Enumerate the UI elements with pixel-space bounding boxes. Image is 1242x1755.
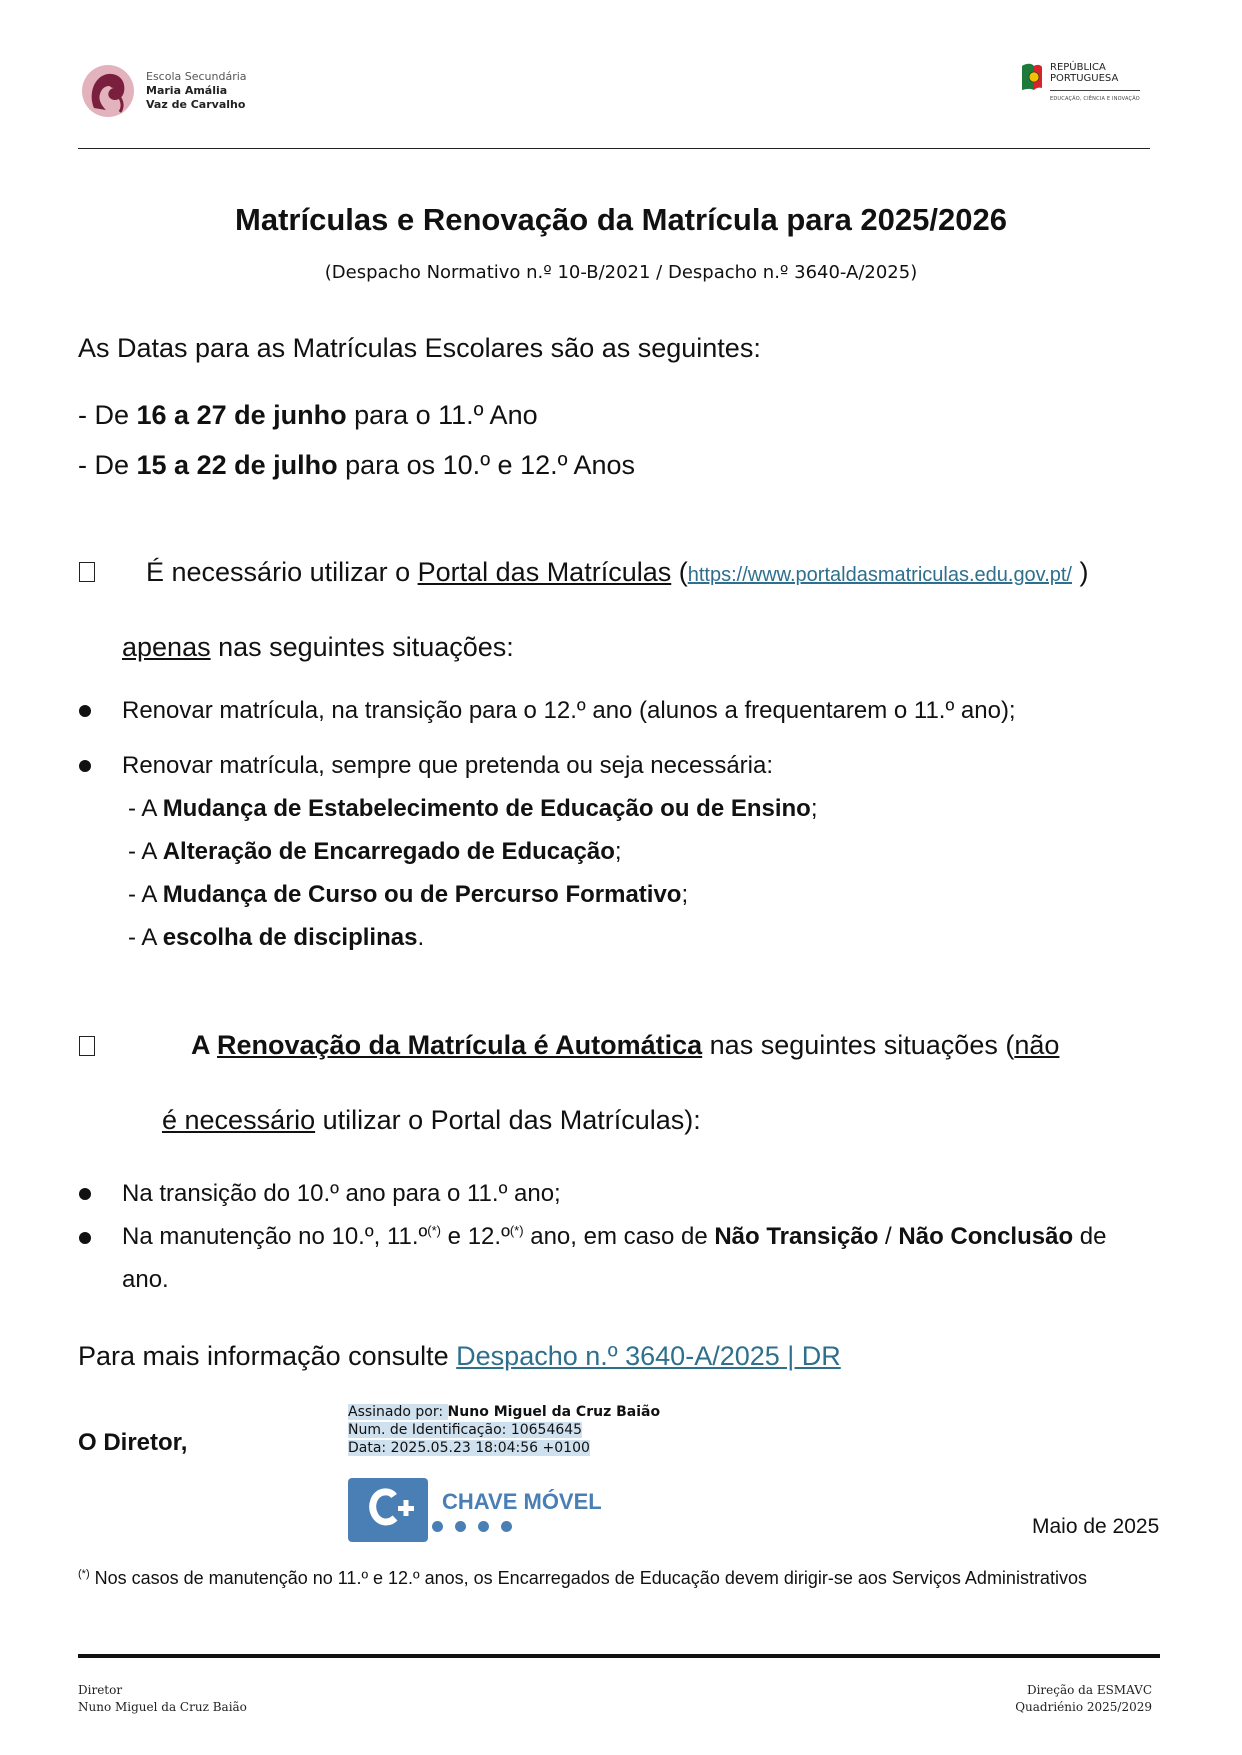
subitem-4-prefix: - A (128, 924, 163, 951)
portal-link-text[interactable]: Portal das Matrículas (417, 557, 672, 587)
bullet2-part-b: e 12.º (441, 1223, 510, 1250)
section1-subitem-3 (128, 880, 688, 910)
date-line-1 (78, 399, 538, 431)
more-info (78, 1340, 841, 1372)
chave-movel-dots (432, 1521, 602, 1532)
bullet2-nao-conclusao: Não Conclusão (898, 1223, 1074, 1250)
section1-subitem-1 (128, 794, 818, 824)
section2-bullet1: Na transição do 10.º ano para o 11.º ano; (122, 1180, 561, 1207)
republica-line1: REPÚBLICA (1050, 62, 1106, 73)
bullet2-nao-transicao: Não Transição (714, 1223, 879, 1250)
school-name-line3: Vaz de Carvalho (146, 98, 246, 111)
header-divider (78, 148, 1150, 149)
school-name-line2: Maria Amália (146, 84, 228, 97)
subitem-4-bold: escolha de disciplinas (162, 924, 418, 951)
subitem-2-bold: Alteração de Encarregado de Educação (162, 838, 615, 865)
section1-line2 (122, 631, 514, 663)
republica-logo (1020, 62, 1140, 105)
section2-line2 (162, 1104, 701, 1136)
section2-pre: A (191, 1030, 217, 1060)
subitem-1-prefix: - A (128, 795, 163, 822)
footnote (78, 1568, 1087, 1589)
checkbox-symbol-icon (79, 562, 95, 582)
footer-left (78, 1682, 247, 1716)
footer-right-line1: Direção da ESMAVC (1026, 1683, 1152, 1697)
date-1-prefix: - De (78, 400, 137, 430)
subitem-2-suffix: ; (614, 838, 622, 865)
bullet2-sep: / (878, 1223, 899, 1250)
section1-pre: É necessário utilizar o (146, 557, 418, 587)
more-info-text: Para mais informação consulte (78, 1341, 457, 1371)
subitem-3-suffix: ; (681, 881, 689, 908)
date-2-suffix: para os 10.º e 12.º Anos (337, 450, 636, 480)
signed-by-label: Assinado por: (348, 1404, 448, 1420)
bullet-icon (79, 1232, 91, 1244)
section1-subitem-2 (128, 837, 622, 867)
footer-divider (78, 1654, 1160, 1658)
section2-line1 (191, 1029, 1059, 1061)
signed-by-name: Nuno Miguel da Cruz Baião (447, 1404, 661, 1420)
republica-line2: PORTUGUESA (1050, 73, 1119, 84)
dates-intro: As Datas para as Matrículas Escolares são as seguintes: (78, 333, 761, 363)
footnote-mark: (*) (78, 1568, 90, 1580)
signature-id-line: Num. de Identificação: 10654645 (348, 1422, 583, 1438)
section2-rest: utilizar o Portal das Matrículas): (315, 1105, 701, 1135)
date-2-range: 15 a 22 de julho (136, 450, 338, 480)
footer-left-line2: Nuno Miguel da Cruz Baião (78, 1700, 247, 1714)
digital-signature (348, 1403, 660, 1457)
republica-subline: EDUCAÇÃO, CIÊNCIA E INOVAÇÃO (1050, 90, 1140, 105)
school-name-line1: Escola Secundária (146, 70, 247, 83)
section1-bullet2: Renovar matrícula, sempre que pretenda ou seja necessária: (122, 752, 774, 779)
footnote-ref-2: (*) (509, 1223, 524, 1238)
document-subtitle: (Despacho Normativo n.º 10-B/2021 / Despacho n.º 3640-A/2025) (324, 262, 918, 283)
bullet2-part-c: ano, em caso de (523, 1223, 715, 1250)
footer-right-line2: Quadriénio 2025/2029 (1015, 1700, 1152, 1714)
bullet-icon (79, 760, 91, 772)
bullet2-part-a: Na manutenção no 10.º, 11.º (122, 1223, 428, 1250)
footnote-text: Nos casos de manutenção no 11.º e 12.º anos, os Encarregados de Educação devem dirigir-se aos Serviços Administrativos (89, 1568, 1087, 1588)
subitem-4-suffix: . (417, 924, 425, 951)
bullet-icon (79, 705, 91, 717)
bullet-icon (79, 1188, 91, 1200)
section2-mid: nas seguintes situações ( (702, 1030, 1015, 1060)
subitem-3-bold: Mudança de Curso ou de Percurso Formativo (162, 881, 682, 908)
section1-close: ) (1072, 557, 1089, 587)
chave-movel-text: CHAVE MÓVEL (442, 1488, 602, 1514)
portugal-flag-icon (1020, 62, 1044, 92)
portal-url-link[interactable]: https://www.portaldasmatriculas.edu.gov.pt/ (687, 564, 1072, 586)
subitem-1-suffix: ; (810, 795, 818, 822)
school-logo (80, 64, 247, 118)
section2-bullet2 (122, 1222, 1106, 1252)
date-1-range: 16 a 27 de junho (136, 400, 347, 430)
section1-open: ( (671, 557, 688, 587)
subitem-2-prefix: - A (128, 838, 163, 865)
footer-right (1015, 1682, 1152, 1716)
section2-automatic: Renovação da Matrícula é Automática (217, 1030, 703, 1060)
despacho-link[interactable]: Despacho n.º 3640-A/2025 | DR (456, 1341, 841, 1371)
section1-apenas: apenas (122, 632, 211, 662)
school-emblem-icon (80, 64, 138, 118)
date-2-prefix: - De (78, 450, 137, 480)
section1-subitem-4 (128, 923, 424, 953)
section2-nao: não (1014, 1030, 1060, 1060)
section2-necessario: é necessário (162, 1105, 316, 1135)
section1-line1 (146, 556, 1089, 591)
chave-movel-logo (348, 1478, 602, 1542)
footnote-ref-1: (*) (427, 1223, 442, 1238)
signature-date-line: Data: 2025.05.23 18:04:56 +0100 (348, 1440, 590, 1456)
subitem-1-bold: Mudança de Estabelecimento de Educação ou de Ensino (162, 795, 811, 822)
chave-movel-icon (348, 1478, 428, 1542)
checkbox-symbol-icon (79, 1036, 95, 1056)
date-line-2 (78, 449, 635, 481)
footer-left-line1: Diretor (78, 1683, 123, 1697)
date-1-suffix: para o 11.º Ano (346, 400, 538, 430)
bullet2-part-d: de (1073, 1223, 1107, 1250)
section2-bullet2-line2: ano. (122, 1266, 169, 1293)
section1-line2-rest: nas seguintes situações: (210, 632, 514, 662)
document-title: Matrículas e Renovação da Matrícula para 2025/2026 (235, 202, 1007, 237)
place-date: Maio de 2025 (1032, 1515, 1160, 1538)
section1-bullet1: Renovar matrícula, na transição para o 12.º ano (alunos a frequentarem o 11.º ano); (122, 697, 1016, 724)
director-label: O Diretor, (78, 1429, 188, 1456)
subitem-3-prefix: - A (128, 881, 163, 908)
